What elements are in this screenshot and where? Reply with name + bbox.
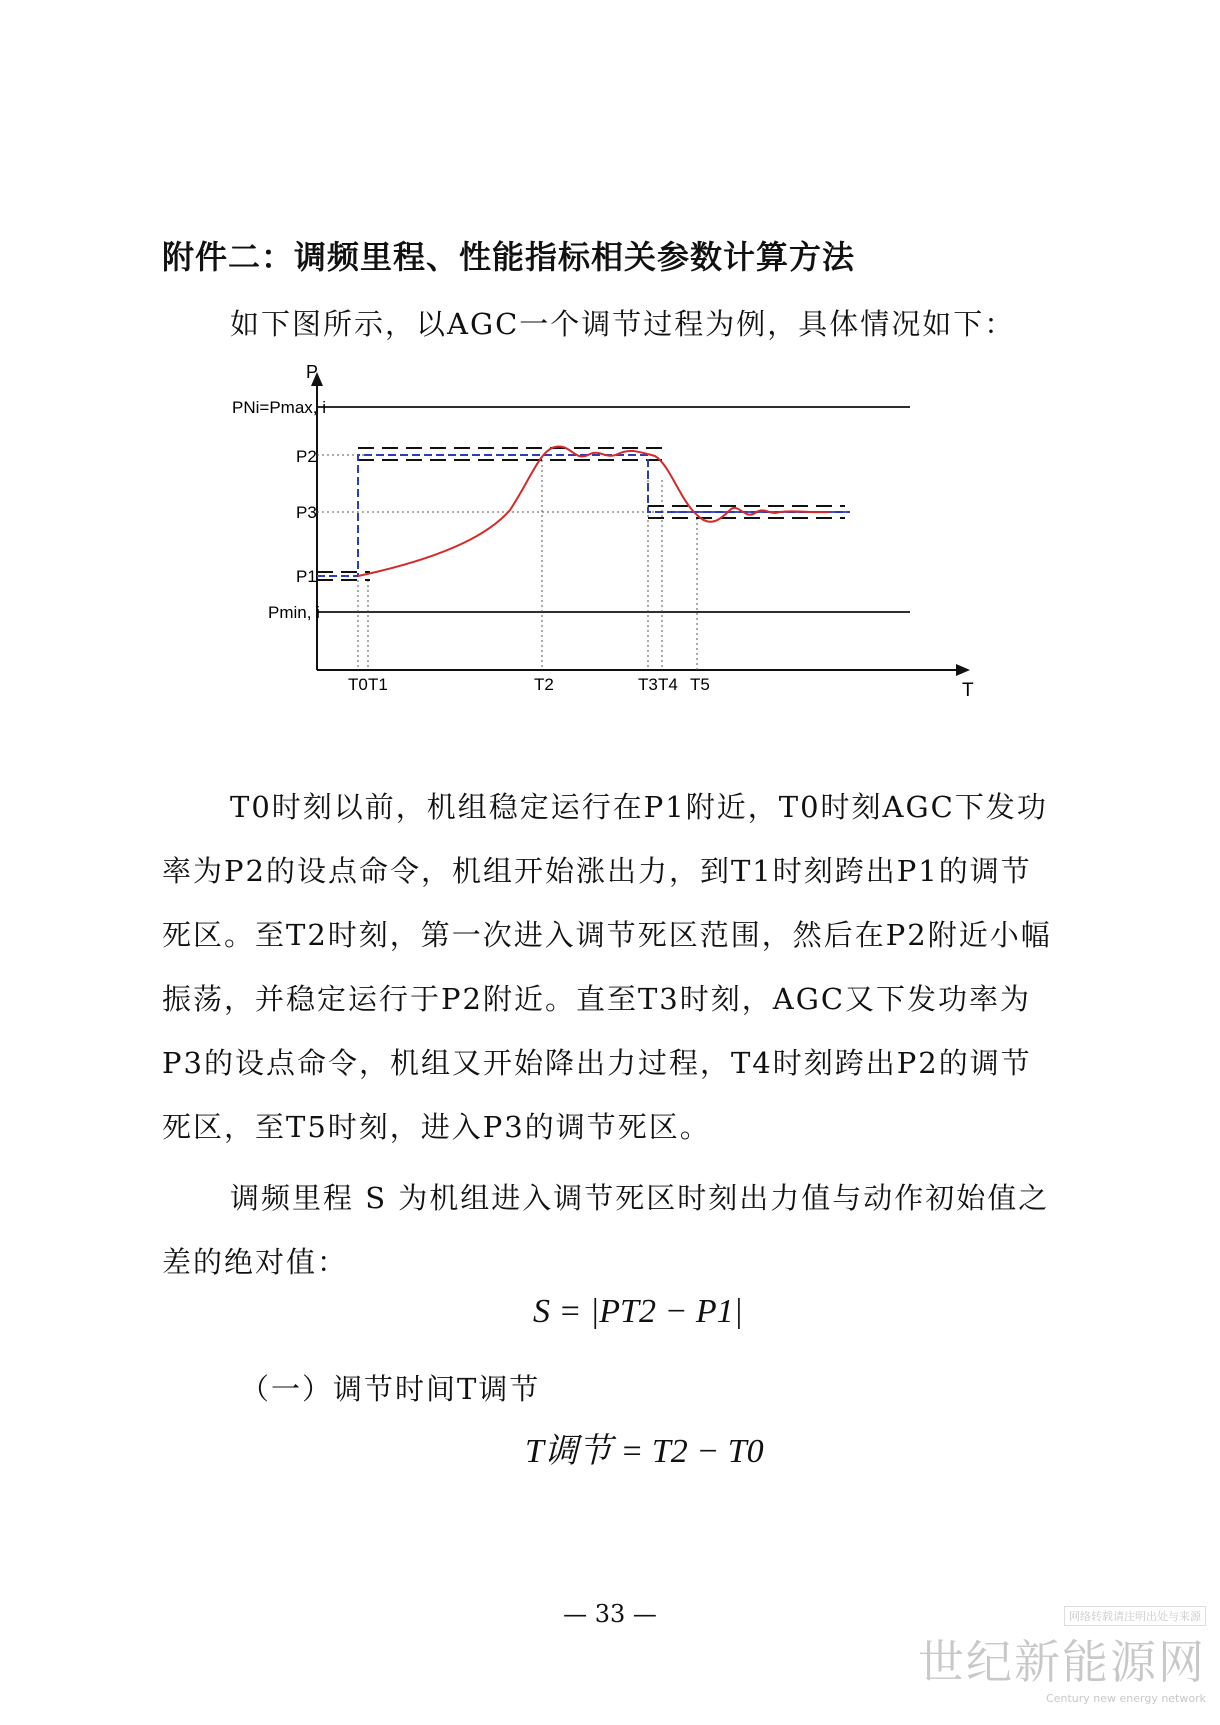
watermark-top: 网络转载请注明出处与来源 [1064, 1606, 1206, 1626]
actual-output-curve [358, 446, 830, 576]
watermark-main: 世纪新能源网 [918, 1635, 1206, 1689]
watermark-sub: Century new energy network [1046, 1692, 1206, 1705]
y-axis-label: P [306, 362, 319, 382]
section-regulation-time: （一）调节时间T调节 [240, 1372, 541, 1406]
command-setpoint-line [317, 455, 850, 576]
page-number: — 33 — [563, 1600, 657, 1628]
x-axis-label: T [962, 680, 974, 701]
label-t4: T4 [658, 675, 678, 694]
label-pni: PNi=Pmax, i [232, 398, 326, 417]
page-heading: 附件二：调频里程、性能指标相关参数计算方法 [162, 238, 856, 276]
label-t0: T0 [348, 675, 368, 694]
label-t5: T5 [690, 675, 710, 694]
watermark [918, 1605, 1206, 1705]
deadband-lines [317, 448, 845, 580]
agc-regulation-figure [210, 362, 974, 701]
label-p3: P3 [296, 503, 317, 522]
label-pmin: Pmin, i [268, 603, 320, 622]
mileage-paragraph: 调频里程 S 为机组进入调节死区时刻出力值与动作初始值之差的绝对值： [162, 1181, 1050, 1279]
formula-mileage: S = |PT2 − P1| [533, 1293, 744, 1330]
label-t2: T2 [534, 675, 554, 694]
intro-paragraph: 如下图所示，以AGC一个调节过程为例，具体情况如下： [230, 307, 1016, 341]
label-p1: P1 [296, 567, 317, 586]
formula-regulation-time: T调节 = T2 − T0 [525, 1433, 764, 1470]
label-t1: T1 [368, 675, 388, 694]
reference-dotted-lines [317, 455, 697, 670]
x-axis-arrow-icon [956, 664, 970, 676]
label-t3: T3 [638, 675, 658, 694]
description-paragraph: T0时刻以前，机组稳定运行在P1附近，T0时刻AGC下发功率为P2的设点命令，机组开始涨出力，到T1时刻跨出P1的调节死区。至T2时刻，第一次进入调节死区范围，然后在P2附近小幅振荡，并稳定运行于P2附近。直至T3时刻，AGC又下发功率为P3的设点命令，机组又开始降出力过程，T4时刻跨出P2的调节死区，至T5时刻，进入P3的调节死区。 [162, 790, 1052, 1144]
label-p2: P2 [296, 447, 317, 466]
